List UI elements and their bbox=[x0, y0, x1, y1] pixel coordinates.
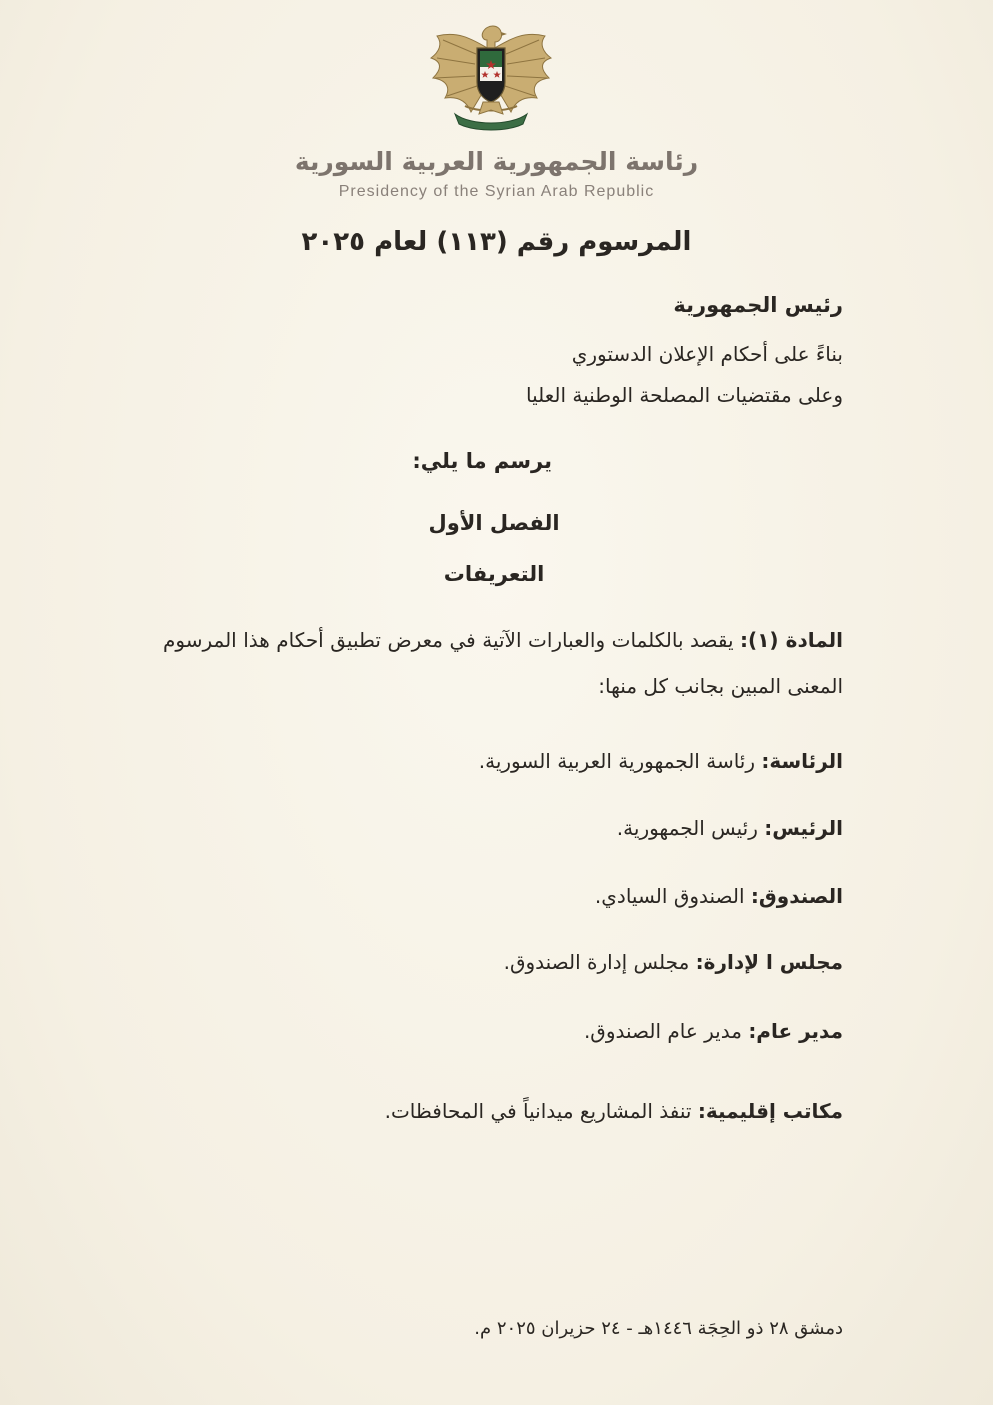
definition-term: الرئاسة: bbox=[761, 749, 843, 773]
definition-term: الرئيس: bbox=[764, 816, 843, 840]
preamble-line-2: وعلى مقتضيات المصلحة الوطنية العليا bbox=[525, 383, 843, 407]
definition-meaning: مجلس إدارة الصندوق. bbox=[503, 950, 690, 974]
decree-title: المرسوم رقم (١١٣) لعام ٢٠٢٥ bbox=[301, 227, 692, 257]
preamble-line-1: بناءً على أحكام الإعلان الدستوري bbox=[571, 342, 843, 366]
definition-item bbox=[385, 1099, 843, 1123]
definition-meaning: الصندوق السيادي. bbox=[594, 884, 745, 908]
chapter-title: الفصل الأول bbox=[428, 511, 560, 535]
definition-meaning: تنفذ المشاريع ميدانياً في المحافظات. bbox=[384, 1099, 692, 1123]
definition-term: مدير عام: bbox=[748, 1019, 843, 1043]
definition-term: مكاتب إقليمية: bbox=[697, 1099, 843, 1123]
syrian-eagle-emblem-icon bbox=[421, 22, 561, 134]
definition-meaning: رئاسة الجمهورية العربية السورية. bbox=[478, 749, 756, 773]
definition-term: الصندوق: bbox=[750, 884, 843, 908]
definition-term: مجلس ا لإدارة: bbox=[695, 950, 843, 974]
chapter-subtitle: التعريفات bbox=[443, 562, 545, 586]
article-1-text: يقصد بالكلمات والعبارات الآتية في معرض تطبيق أحكام هذا المرسوم المعنى المبين بجانب كل منها: bbox=[163, 628, 843, 698]
preamble-issuer: رئيس الجمهورية bbox=[673, 293, 843, 317]
letterhead-title-english: Presidency of the Syrian Arab Republic bbox=[338, 183, 655, 200]
article-1-label: المادة (١): bbox=[740, 628, 843, 652]
place-and-date: دمشق ٢٨ ذو الحِجَة ١٤٤٦هـ - ٢٤ حزيران ٢٠٢٥ م. bbox=[474, 1318, 843, 1339]
definition-item bbox=[479, 749, 843, 773]
decrees-heading: يرسم ما يلي: bbox=[412, 449, 552, 473]
definition-item bbox=[595, 884, 843, 908]
letterhead-title-arabic: رئاسة الجمهورية العربية السورية bbox=[294, 147, 699, 176]
article-1 bbox=[163, 617, 843, 709]
definition-meaning: مدير عام الصندوق. bbox=[583, 1019, 742, 1043]
definition-item bbox=[584, 1019, 843, 1043]
definition-meaning: رئيس الجمهورية. bbox=[616, 816, 758, 840]
definition-item bbox=[617, 816, 843, 840]
definition-item bbox=[504, 950, 843, 974]
